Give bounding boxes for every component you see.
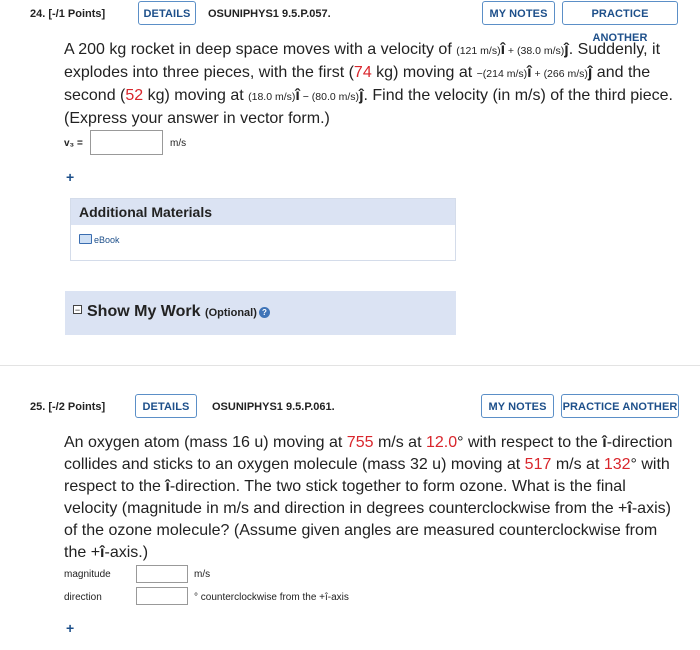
answer-label-v3: v₃ = <box>64 138 83 149</box>
question-25-text: An oxygen atom (mass 16 u) moving at 755 m/s at 12.0° with respect to the î-direction collides and sticks to an oxygen molecule (mass 32 u) moving at 517 m/s at 132° with respect to the î-direction. The two stick together to form ozone. What is the final velocity (magnitude in m/s and direction in degrees counterclockwise from the +î-axis) of the ozone molecule? (Assume given angles are measured counterclockwise from the +î-axis.) <box>64 434 673 561</box>
my-notes-button[interactable]: MY NOTES <box>482 1 555 25</box>
ebook-link[interactable]: eBook <box>79 234 120 245</box>
details-button[interactable]: DETAILS <box>135 394 197 418</box>
question-24-header <box>0 1 700 44</box>
magnitude-input[interactable] <box>136 565 188 583</box>
additional-materials-panel <box>70 198 456 261</box>
v3-answer-input[interactable] <box>90 130 163 155</box>
additional-materials-title: Additional Materials <box>71 199 455 225</box>
question-divider <box>0 365 700 366</box>
details-button[interactable]: DETAILS <box>138 1 196 25</box>
answer-unit: m/s <box>170 138 187 149</box>
add-plus-icon[interactable]: + <box>66 169 75 185</box>
question-number: 25. [-/2 Points] <box>30 401 106 413</box>
book-icon <box>79 234 92 244</box>
magnitude-unit: m/s <box>194 569 211 580</box>
practice-another-button[interactable]: PRACTICE ANOTHER <box>561 394 679 418</box>
question-code: OSUNIPHYS1 9.5.P.061. <box>212 401 335 413</box>
show-my-work-panel[interactable] <box>65 291 456 335</box>
my-notes-button[interactable]: MY NOTES <box>481 394 554 418</box>
show-my-work-title: Show My Work (Optional) ? <box>87 303 270 321</box>
question-24-text: A 200 kg rocket in deep space moves with a velocity of (121 m/s)î + (38.0 m/s)ĵ. Suddenly, it explodes into three pieces, with the first (74 kg) moving at −(214 m/s)î + (266 m/s)ĵ and the second (52 kg) moving at (18.0 m/s)î − (80.0 m/s)ĵ. Find the velocity (in m/s) of the third piece. (Express your answer in vector form.) <box>64 41 673 127</box>
question-code: OSUNIPHYS1 9.5.P.057. <box>208 8 331 20</box>
direction-input[interactable] <box>136 587 188 605</box>
question-25-header <box>0 394 700 420</box>
direction-unit: ° counterclockwise from the +î-axis <box>194 592 349 603</box>
question-number: 24. [-/1 Points] <box>30 8 106 20</box>
direction-label: direction <box>64 592 102 603</box>
collapse-icon[interactable]: − <box>74 305 81 315</box>
practice-another-button[interactable]: PRACTICE ANOTHER <box>562 1 678 25</box>
magnitude-label: magnitude <box>64 569 111 580</box>
help-icon[interactable]: ? <box>259 307 270 318</box>
add-plus-icon[interactable]: + <box>66 620 75 636</box>
